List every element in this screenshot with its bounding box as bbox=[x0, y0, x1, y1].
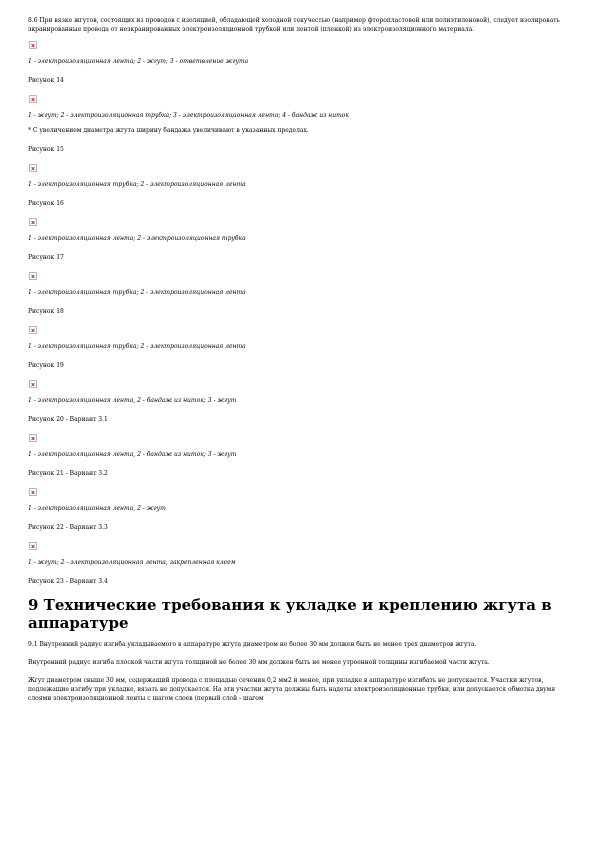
figure-caption: Рисунок 17 bbox=[28, 254, 64, 261]
figure-legend: 1 - электроизоляционная трубка; 2 - электроизоляционная лента bbox=[28, 181, 246, 188]
figure-legend: 1 - жгут; 2 - электроизоляционная лента, закрепленная клеем bbox=[28, 559, 236, 566]
broken-image-icon bbox=[29, 164, 37, 172]
figure-legend: 1 - электроизоляционная лента; 2 - электроизоляционная трубка bbox=[28, 235, 246, 242]
broken-image-icon bbox=[29, 542, 37, 550]
figure-legend: 1 - электроизоляционная трубка; 2 - электроизоляционная лента bbox=[28, 343, 246, 350]
broken-image-icon bbox=[29, 218, 37, 226]
body-paragraph: Жгут диаметром свыше 30 мм, содержащий провода с площадью сечения 0,2 мм2 и менее, при укладке в аппаратуре изгибать не допускается. Участки жгутов, подлежащие изгибу при укладке, вязать не допускается. На эти участки жгута должны быть надеты электроизоляционные трубки, или допускается обмотка двумя слоями электроизоляционной ленты с шагом слоев (первый слой - шагом bbox=[28, 677, 556, 702]
broken-image-icon bbox=[29, 41, 37, 49]
section-heading: 9 Технические требования к укладке и креплению жгута в аппаратуре bbox=[28, 596, 552, 632]
figure-caption: Рисунок 15 bbox=[28, 146, 64, 153]
figure-legend: 1 - электроизоляционная лента, 2 - бандаж из ниток; 3 - жгут bbox=[28, 397, 237, 404]
broken-image-icon bbox=[29, 434, 37, 442]
figure-caption: Рисунок 18 bbox=[28, 308, 64, 315]
figure-legend: 1 - жгут; 2 - электроизоляционная трубка; 3 - электроизоляционная лента; 4 - бандаж из ниток bbox=[28, 112, 349, 119]
figure-caption: Рисунок 23 - Вариант 3.4 bbox=[28, 578, 108, 585]
figure-caption: Рисунок 19 bbox=[28, 362, 64, 369]
broken-image-icon bbox=[29, 326, 37, 334]
body-paragraph: 9.1 Внутренний радиус изгиба укладываемого в аппаратуре жгута диаметром не более 30 мм должен быть не менее трех диаметров жгута. bbox=[28, 641, 477, 648]
figure-caption: Рисунок 14 bbox=[28, 77, 64, 84]
broken-image-icon bbox=[29, 272, 37, 280]
body-paragraph: Внутренний радиус изгиба плоской части жгута толщиной не более 30 мм должен быть не менее утроенной толщины изгибаемой части жгута. bbox=[28, 659, 490, 666]
figure-caption: Рисунок 22 - Вариант 3.3 bbox=[28, 524, 108, 531]
broken-image-icon bbox=[29, 380, 37, 388]
figure-note: * С увеличением диаметра жгута ширину бандажа увеличивают в указанных пределах. bbox=[28, 127, 309, 134]
figure-caption: Рисунок 21 - Вариант 3.2 bbox=[28, 470, 108, 477]
figure-caption: Рисунок 20 - Вариант 3.1 bbox=[28, 416, 108, 423]
figure-legend: 1 - электроизоляционная лента, 2 - бандаж из ниток; 3 - жгут bbox=[28, 451, 237, 458]
figure-legend: 1 - электроизоляционная лента, 2 - жгут bbox=[28, 505, 166, 512]
intro-paragraph: 8.6 При вязке жгутов, состоящих из проводов с изоляцией, обладающей холодной текучестью (например фторопластовой или полиэтиленовой), следует изолировать экранированные провода от неэкранированных электроизоляционной трубкой или лентой (пленкой) из электроизоляционного материала. bbox=[28, 17, 560, 33]
broken-image-icon bbox=[29, 95, 37, 103]
broken-image-icon bbox=[29, 488, 37, 496]
figure-caption: Рисунок 16 bbox=[28, 200, 64, 207]
figure-legend: 1 - электроизоляционная лента; 2 - жгут; 3 - ответвление жгута bbox=[28, 58, 249, 65]
document-page bbox=[28, 16, 573, 712]
figure-legend: 1 - электроизоляционная трубка; 2 - электроизоляционная лента bbox=[28, 289, 246, 296]
